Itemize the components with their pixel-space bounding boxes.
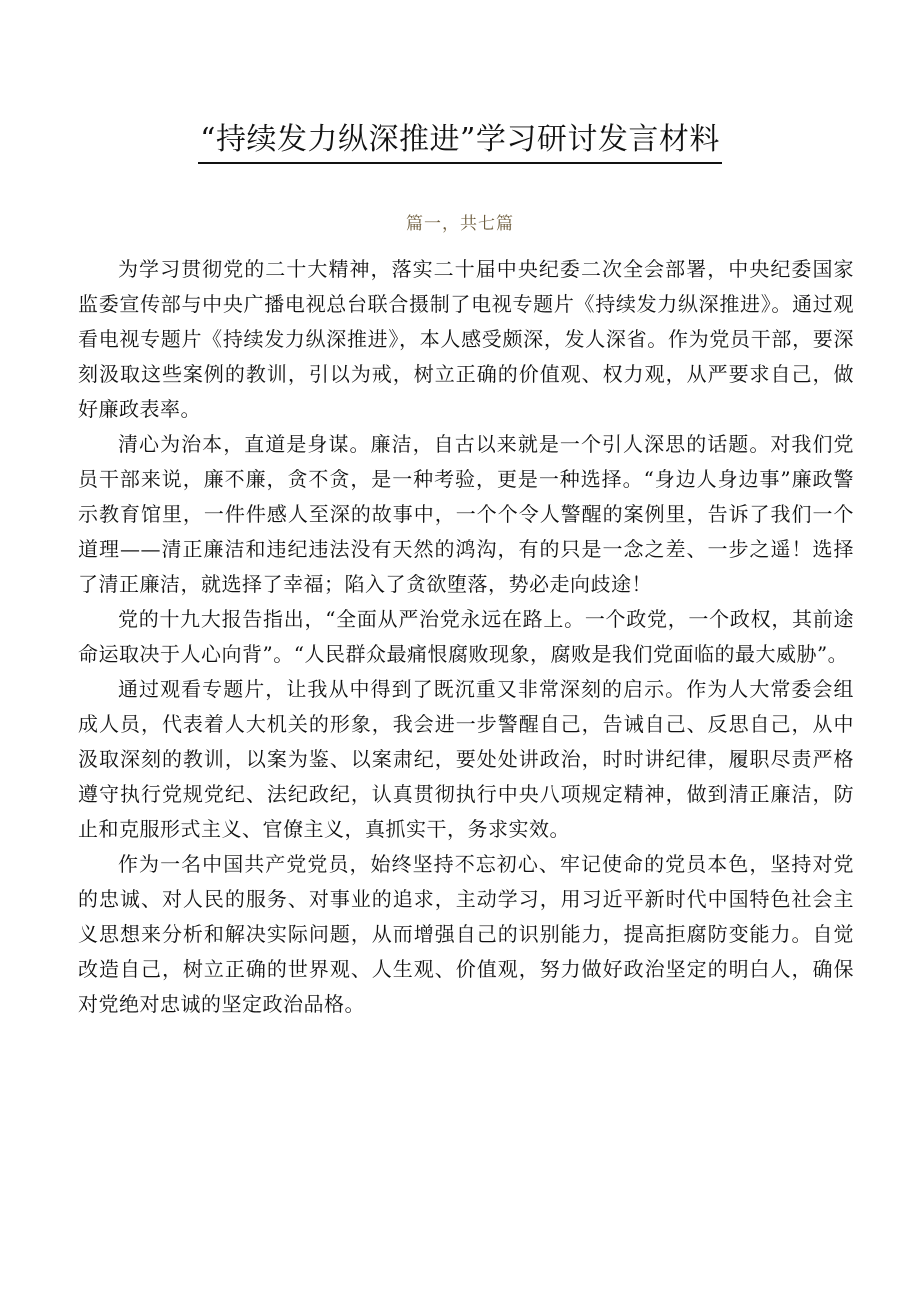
paragraph-1: 为学习贯彻党的二十大精神，落实二十届中央纪委二次全会部署，中央纪委国家监委宣传部与中央广播电视总台联合摄制了电视专题片《持续发力纵深推进》。通过观看电视专题片《持续发力纵深推进》，本人感受颇深，发人深省。作为党员干部，要深刻汲取这些案例的教训，引以为戒，树立正确的价值观、权力观，从严要求自己，做好廉政表率。 (78, 257, 854, 421)
paragraph-2: 清心为治本，直道是身谋。廉洁，自古以来就是一个引人深思的话题。对我们党员干部来说，廉不廉，贪不贪，是一种考验，更是一种选择。“身边人身边事”廉政警示教育馆里，一件件感人至深的故事中，一个个令人警醒的案例里，告诉了我们一个道理——清正廉洁和违纪违法没有天然的鸿沟，有的只是一念之差、一步之遥！选择了清正廉洁，就选择了幸福；陷入了贪欲堕落，势必走向歧途！ (78, 432, 854, 596)
paragraph-5: 作为一名中国共产党党员，始终坚持不忘初心、牢记使命的党员本色，坚持对党的忠诚、对人民的服务、对事业的追求，主动学习，用习近平新时代中国特色社会主义思想来分析和解决实际问题，从而增强自己的识别能力，提高拒腐防变能力。自觉改造自己，树立正确的世界观、人生观、价值观，努力做好政治坚定的明白人，确保对党绝对忠诚的坚定政治品格。 (78, 852, 854, 1016)
document-title-text: “持续发力纵深推进”学习研讨发言材料 (198, 118, 722, 164)
document-title (0, 118, 920, 164)
paragraph-4: 通过观看专题片，让我从中得到了既沉重又非常深刻的启示。作为人大常委会组成人员，代表着人大机关的形象，我会进一步警醒自己，告诫自己、反思自己，从中汲取深刻的教训，以案为鉴、以案肃纪，要处处讲政治，时时讲纪律，履职尽责严格遵守执行党规党纪、法纪政纪，认真贯彻执行中央八项规定精神，做到清正廉洁，防止和克服形式主义、官僚主义，真抓实干，务求实效。 (78, 677, 854, 841)
document-subtitle: 篇一，共七篇 (406, 214, 514, 234)
paragraph-3: 党的十九大报告指出，“全面从严治党永远在路上。一个政党，一个政权，其前途命运取决于人心向背”。“人民群众最痛恨腐败现象，腐败是我们党面临的最大威胁”。 (78, 607, 854, 666)
document-body (78, 252, 854, 1022)
